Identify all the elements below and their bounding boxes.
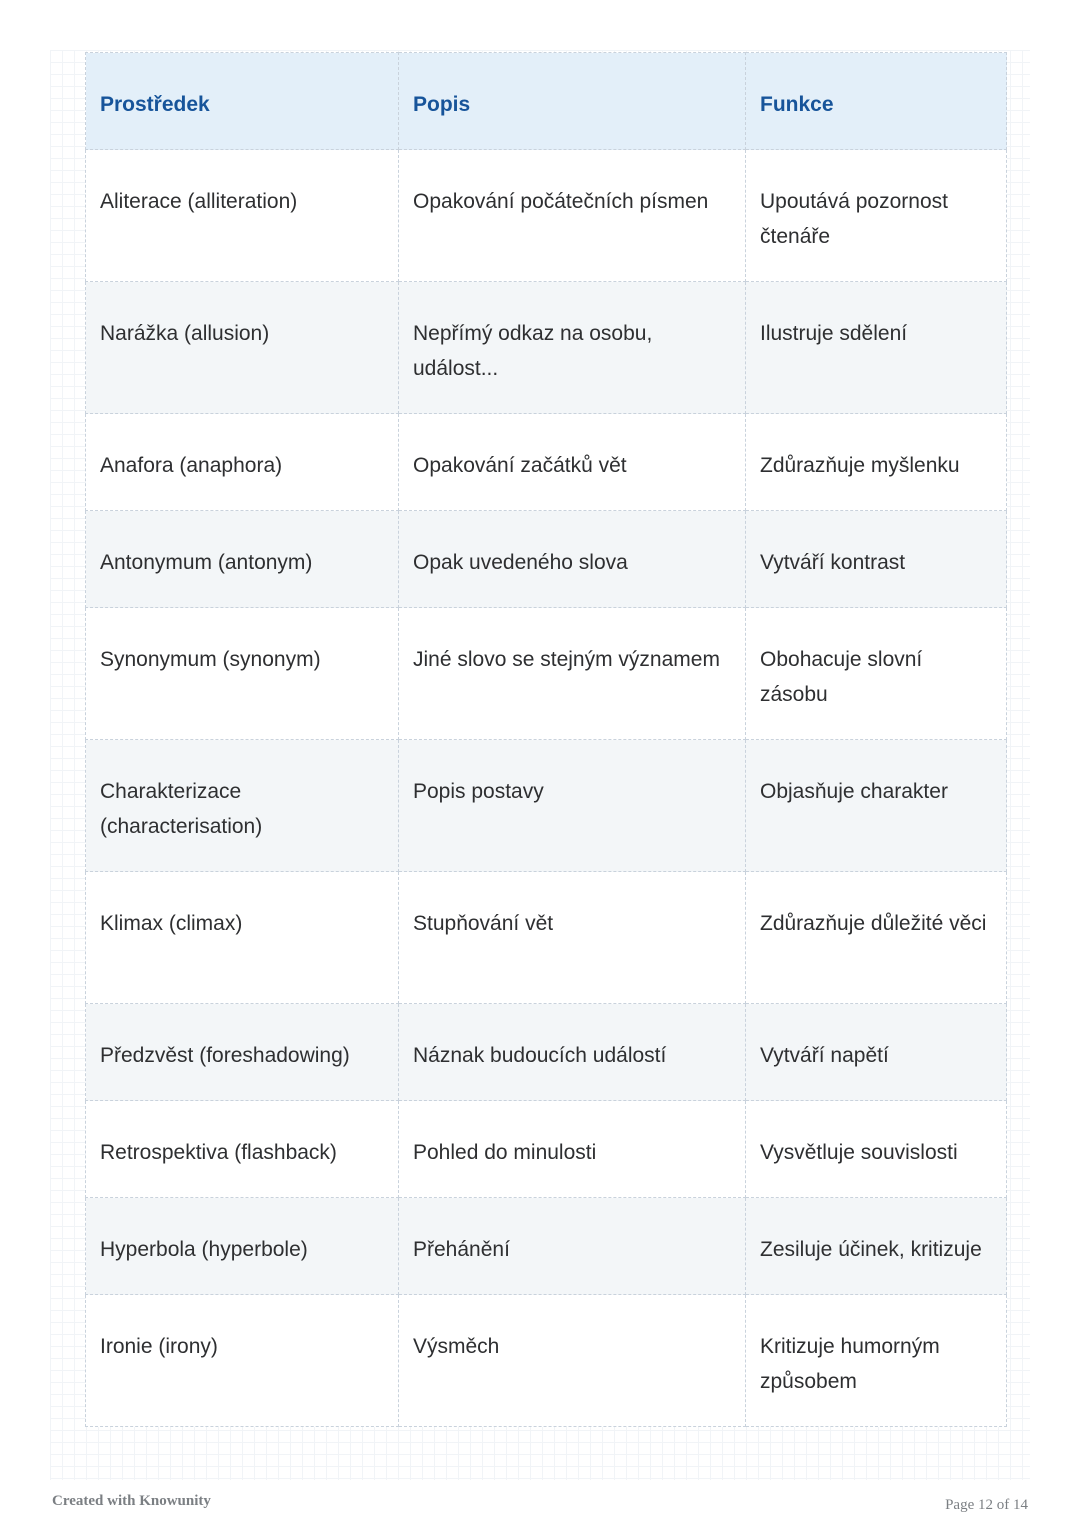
table-row xyxy=(86,1101,1007,1198)
cell-device: Retrospektiva (flashback) xyxy=(86,1101,399,1198)
cell-description: Stupňování vět xyxy=(399,872,746,1004)
cell-description: Náznak budoucích událostí xyxy=(399,1004,746,1101)
cell-device: Předzvěst (foreshadowing) xyxy=(86,1004,399,1101)
cell-description: Popis postavy xyxy=(399,740,746,872)
cell-function: Zesiluje účinek, kritizuje xyxy=(746,1198,1007,1295)
cell-function: Ilustruje sdělení xyxy=(746,282,1007,414)
header-funkce: Funkce xyxy=(746,53,1007,150)
created-with-label: Created with Knowunity xyxy=(52,1493,211,1509)
literary-devices-table xyxy=(85,52,1007,1427)
cell-function: Vytváří napětí xyxy=(746,1004,1007,1101)
table-row xyxy=(86,740,1007,872)
cell-device: Hyperbola (hyperbole) xyxy=(86,1198,399,1295)
cell-function: Obohacuje slovní zásobu xyxy=(746,608,1007,740)
cell-device: Aliterace (alliteration) xyxy=(86,150,399,282)
cell-description: Přehánění xyxy=(399,1198,746,1295)
cell-device: Anafora (anaphora) xyxy=(86,414,399,511)
cell-description: Nepřímý odkaz na osobu, událost... xyxy=(399,282,746,414)
table-row xyxy=(86,511,1007,608)
cell-function: Zdůrazňuje myšlenku xyxy=(746,414,1007,511)
cell-description: Jiné slovo se stejným významem xyxy=(399,608,746,740)
cell-device: Narážka (allusion) xyxy=(86,282,399,414)
cell-device: Charakterizace (characterisation) xyxy=(86,740,399,872)
table-row xyxy=(86,1295,1007,1427)
table-row xyxy=(86,1004,1007,1101)
cell-device: Ironie (irony) xyxy=(86,1295,399,1427)
table-row xyxy=(86,150,1007,282)
header-prostredek: Prostředek xyxy=(86,53,399,150)
cell-description: Opakování začátků vět xyxy=(399,414,746,511)
cell-function: Kritizuje humorným způsobem xyxy=(746,1295,1007,1427)
header-popis: Popis xyxy=(399,53,746,150)
page-number: Page 12 of 14 xyxy=(945,1497,1028,1513)
cell-description: Opak uvedeného slova xyxy=(399,511,746,608)
cell-function: Vytváří kontrast xyxy=(746,511,1007,608)
cell-function: Upoutává pozornost čtenáře xyxy=(746,150,1007,282)
cell-description: Pohled do minulosti xyxy=(399,1101,746,1198)
table-row xyxy=(86,414,1007,511)
cell-device: Synonymum (synonym) xyxy=(86,608,399,740)
cell-function: Zdůrazňuje důležité věci xyxy=(746,872,1007,1004)
table-row xyxy=(86,608,1007,740)
cell-function: Vysvětluje souvislosti xyxy=(746,1101,1007,1198)
cell-device: Klimax (climax) xyxy=(86,872,399,1004)
table-header-row xyxy=(86,53,1007,150)
table-row xyxy=(86,1198,1007,1295)
cell-function: Objasňuje charakter xyxy=(746,740,1007,872)
cell-device: Antonymum (antonym) xyxy=(86,511,399,608)
table-row xyxy=(86,282,1007,414)
table-row xyxy=(86,872,1007,1004)
cell-description: Výsměch xyxy=(399,1295,746,1427)
cell-description: Opakování počátečních písmen xyxy=(399,150,746,282)
